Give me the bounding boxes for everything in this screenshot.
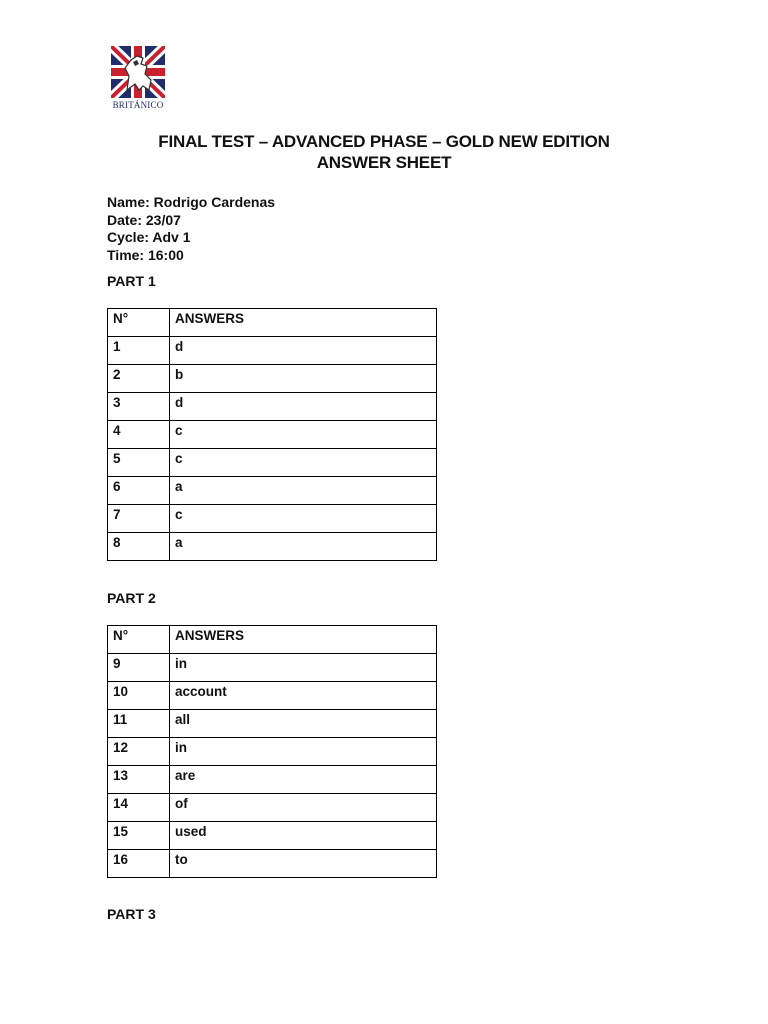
question-number: 6 (108, 477, 170, 505)
table-row (108, 682, 437, 710)
part-1-label: PART 1 (107, 273, 156, 289)
table-row (108, 393, 437, 421)
answer-cell: c (170, 449, 437, 477)
table-row (108, 850, 437, 878)
table-header-row (108, 309, 437, 337)
answer-cell: c (170, 421, 437, 449)
question-number: 12 (108, 738, 170, 766)
student-name: Name: Rodrigo Cardenas (107, 194, 276, 210)
table-row (108, 822, 437, 850)
table-row (108, 421, 437, 449)
question-number: 16 (108, 850, 170, 878)
question-number: 13 (108, 766, 170, 794)
question-number: 14 (108, 794, 170, 822)
student-info (107, 194, 275, 264)
question-number: 5 (108, 449, 170, 477)
column-header-answers: ANSWERS (170, 309, 437, 337)
table-row (108, 654, 437, 682)
britanico-logo (111, 46, 165, 112)
part-1-table (107, 308, 437, 561)
answer-cell: d (170, 337, 437, 365)
column-header-number: N° (108, 309, 170, 337)
question-number: 9 (108, 654, 170, 682)
question-number: 10 (108, 682, 170, 710)
answer-cell: in (170, 654, 437, 682)
column-header-answers: ANSWERS (170, 626, 437, 654)
part-2-label: PART 2 (107, 590, 156, 606)
table-row (108, 766, 437, 794)
logo-text: BRITÁNICO (112, 100, 164, 110)
answer-cell: d (170, 393, 437, 421)
table-row (108, 449, 437, 477)
table-row (108, 710, 437, 738)
question-number: 11 (108, 710, 170, 738)
question-number: 8 (108, 533, 170, 561)
answer-cell: account (170, 682, 437, 710)
cycle: Cycle: Adv 1 (107, 229, 191, 245)
answer-cell: of (170, 794, 437, 822)
table-row (108, 533, 437, 561)
document-subtitle: ANSWER SHEET (316, 153, 452, 172)
answer-cell: a (170, 477, 437, 505)
question-number: 4 (108, 421, 170, 449)
answer-cell: all (170, 710, 437, 738)
answer-cell: in (170, 738, 437, 766)
answer-cell: are (170, 766, 437, 794)
union-jack-lion-icon (111, 46, 165, 98)
column-header-number: N° (108, 626, 170, 654)
answer-cell: b (170, 365, 437, 393)
answer-cell: to (170, 850, 437, 878)
answer-cell: used (170, 822, 437, 850)
question-number: 1 (108, 337, 170, 365)
table-row (108, 337, 437, 365)
document-title: FINAL TEST – ADVANCED PHASE – GOLD NEW EDITION (158, 132, 610, 151)
table-row (108, 738, 437, 766)
question-number: 15 (108, 822, 170, 850)
table-row (108, 477, 437, 505)
answer-cell: a (170, 533, 437, 561)
test-time: Time: 16:00 (107, 246, 184, 263)
table-row (108, 365, 437, 393)
answer-cell: c (170, 505, 437, 533)
question-number: 3 (108, 393, 170, 421)
table-row (108, 794, 437, 822)
part-3-label: PART 3 (107, 906, 156, 922)
table-row (108, 505, 437, 533)
part-2-table (107, 625, 437, 878)
test-date: Date: 23/07 (107, 211, 181, 228)
question-number: 2 (108, 365, 170, 393)
question-number: 7 (108, 505, 170, 533)
table-header-row (108, 626, 437, 654)
